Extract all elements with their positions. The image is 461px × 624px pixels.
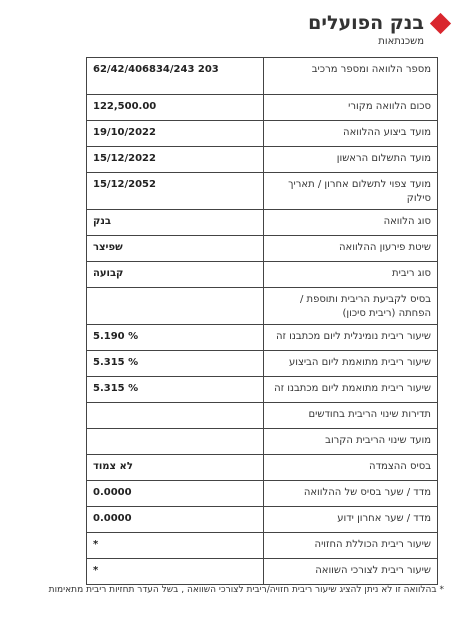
row-value: *	[93, 539, 99, 550]
row-value: 19/10/2022	[93, 127, 156, 138]
row-value: 0.0000	[93, 513, 132, 524]
table-row	[87, 533, 438, 559]
row-value: 5.190 %	[93, 331, 139, 342]
row-value-cell	[87, 121, 264, 147]
row-value-cell	[87, 58, 264, 95]
row-label: בסיס ההצמדה	[264, 455, 438, 481]
row-value: 62/42/406834/243 203	[93, 64, 219, 75]
table-row	[87, 455, 438, 481]
table-row	[87, 429, 438, 455]
table-row	[87, 288, 438, 325]
row-label: שיטת פירעון ההלוואה	[264, 236, 438, 262]
row-value-cell	[87, 377, 264, 403]
table-row	[87, 351, 438, 377]
row-value-cell	[87, 351, 264, 377]
footnote: * בהלוואה זו לא ניתן להציג שיעור ריבית חזויה/ריבית לצורכי השוואה , בשל העדר תחזיות ריבית מתאימות	[48, 585, 444, 595]
row-label: מספר הלוואה ומספר מרכיב	[264, 58, 438, 95]
row-label: מדד / שער בסיס של ההלוואה	[264, 481, 438, 507]
row-label: סכום הלוואה מקורי	[264, 95, 438, 121]
row-label: שיעור ריבית לצורכי השוואה	[264, 559, 438, 585]
row-label: שיעור ריבית מתואמת ליום מכתבנו זה	[264, 377, 438, 403]
row-label: מועד צפוי לתשלום אחרון / תאריך סילוק	[264, 173, 438, 210]
row-value: בנק	[93, 216, 111, 227]
bank-subtitle: משכנתאות	[378, 36, 424, 47]
table-row	[87, 121, 438, 147]
row-value: 122,500.00	[93, 101, 157, 112]
row-value: 5.315 %	[93, 357, 139, 368]
bank-name: בנק הפועלים	[308, 12, 424, 34]
bank-logo	[308, 12, 452, 50]
row-label: שיעור ריבית מתואמת ליום הביצוע	[264, 351, 438, 377]
row-value-cell	[87, 429, 264, 455]
row-value: *	[93, 565, 99, 576]
row-label: תדירות שינוי הריבית בחודשים	[264, 403, 438, 429]
row-value-cell	[87, 455, 264, 481]
logo-diamond-icon	[430, 13, 451, 34]
row-label: בסיס לקביעת הריבית ותוספת / הפחתה (ריבית סיכון)	[264, 288, 438, 325]
table-row	[87, 147, 438, 173]
table-row	[87, 210, 438, 236]
table-row	[87, 95, 438, 121]
row-value-cell	[87, 262, 264, 288]
row-label: שיעור ריבית נומינלית ליום מכתבנו זה	[264, 325, 438, 351]
row-value-cell	[87, 236, 264, 262]
table-row	[87, 58, 438, 95]
row-value: 0.0000	[93, 487, 132, 498]
row-label: מועד שינוי הריבית הקרוב	[264, 429, 438, 455]
row-value-cell	[87, 559, 264, 585]
row-value-cell	[87, 481, 264, 507]
row-value-cell	[87, 288, 264, 325]
loan-details-table	[86, 57, 438, 585]
row-value-cell	[87, 95, 264, 121]
row-value-cell	[87, 173, 264, 210]
row-label: סוג הלוואה	[264, 210, 438, 236]
row-label: מועד ביצוע ההלוואה	[264, 121, 438, 147]
table-row	[87, 377, 438, 403]
row-label: שיעור ריבית הכוללת החזויה	[264, 533, 438, 559]
row-value-cell	[87, 533, 264, 559]
row-value: 5.315 %	[93, 383, 139, 394]
table-row	[87, 507, 438, 533]
table-row	[87, 481, 438, 507]
row-value: 15/12/2022	[93, 153, 156, 164]
table-row	[87, 403, 438, 429]
row-value-cell	[87, 325, 264, 351]
table-row	[87, 236, 438, 262]
row-value-cell	[87, 403, 264, 429]
table-row	[87, 559, 438, 585]
row-value-cell	[87, 210, 264, 236]
row-value-cell	[87, 147, 264, 173]
row-value: שפיצר	[93, 242, 123, 253]
row-value: 15/12/2052	[93, 179, 156, 190]
row-label: מועד התשלום הראשון	[264, 147, 438, 173]
row-value-cell	[87, 507, 264, 533]
row-label: מדד / שער אחרון ידוע	[264, 507, 438, 533]
table-row	[87, 173, 438, 210]
row-value: לא צמוד	[93, 461, 133, 472]
row-label: סוג ריבית	[264, 262, 438, 288]
table-row	[87, 262, 438, 288]
table-row	[87, 325, 438, 351]
row-value: קבועה	[93, 268, 124, 279]
